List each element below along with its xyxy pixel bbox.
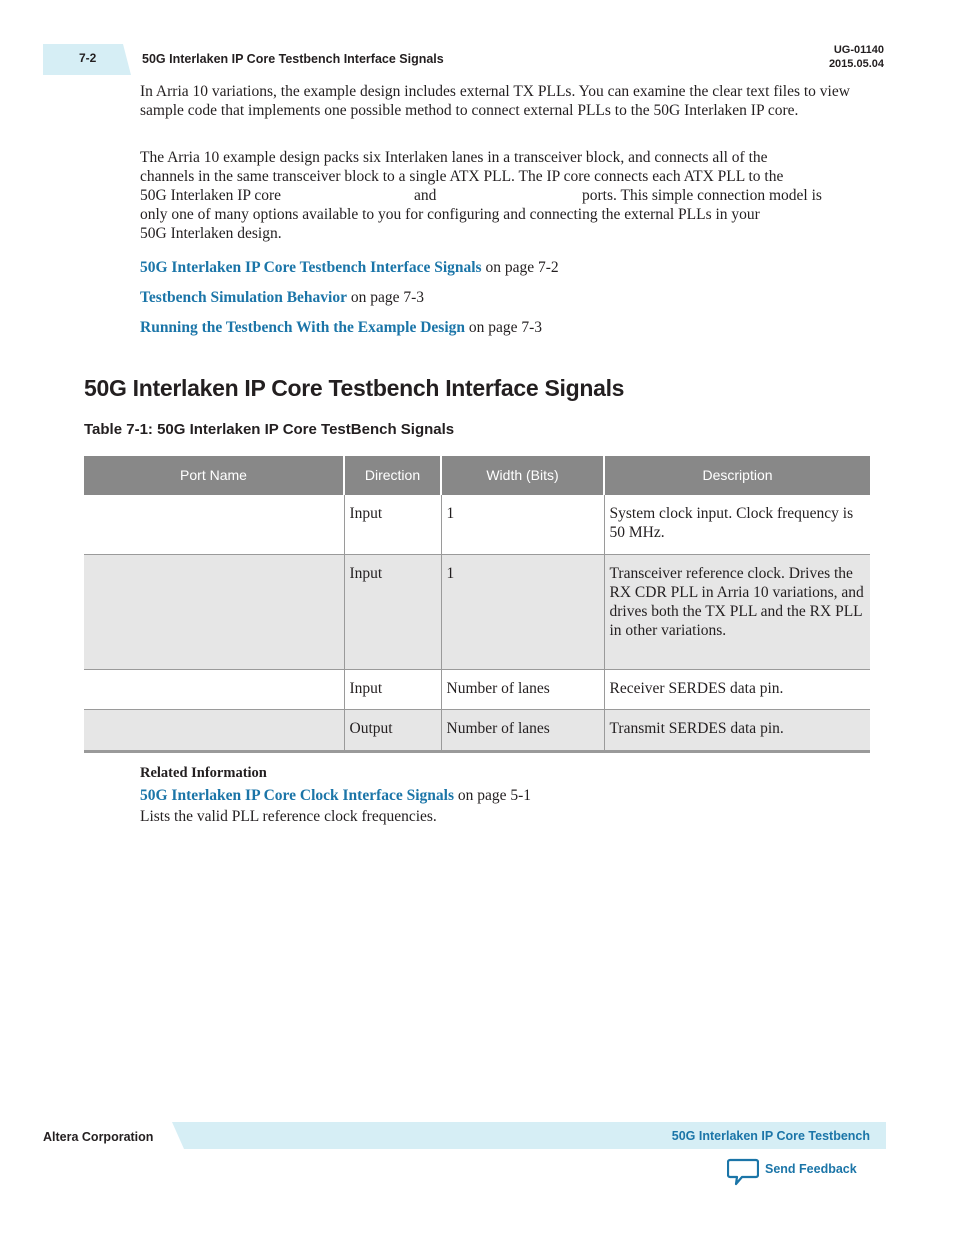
paragraph-external-plls: In Arria 10 variations, the example design includes external TX PLLs. You can examine the clear text files to view sample code that implements one possible method to connect external PLLs to the 50G Interlaken IP core.: [140, 83, 850, 119]
table-row: [84, 709, 870, 751]
cell-port: [84, 495, 344, 554]
table-row: [84, 495, 870, 554]
footer-company: Altera Corporation: [43, 1130, 154, 1144]
cell-direction: Input: [344, 554, 441, 669]
footer-chapter-title[interactable]: 50G Interlaken IP Core Testbench: [671, 1129, 870, 1143]
header-port-name: Port Name: [84, 456, 344, 495]
cell-port: [84, 669, 344, 709]
doc-date: 2015.05.04: [828, 58, 884, 70]
cell-description: Receiver SERDES data pin.: [604, 669, 870, 709]
p2-line-3c: ports. This simple connection model is: [582, 187, 822, 204]
related-info-description: Lists the valid PLL reference clock frequencies.: [140, 808, 437, 825]
xref-page: on page 7-3: [465, 319, 543, 336]
table-row: [84, 554, 870, 669]
cell-width: Number of lanes: [441, 669, 604, 709]
testbench-signals-table: [84, 456, 870, 753]
xref-interface-signals: [140, 258, 559, 277]
related-info-link[interactable]: 50G Interlaken IP Core Clock Interface Signals: [140, 787, 455, 804]
p2-line-4: only one of many options available to you for configuring and connecting the external PLLs in your: [140, 206, 760, 223]
related-info-xref: [140, 787, 531, 805]
cell-direction: Output: [344, 709, 441, 751]
send-feedback-link[interactable]: Send Feedback: [765, 1162, 857, 1176]
cell-description: Transceiver reference clock. Drives the RX CDR PLL in Arria 10 variations, and drives both the TX PLL and the RX PLL in other variations.: [604, 554, 870, 669]
xref-page: on page 7-2: [481, 259, 559, 276]
doc-id-block: [829, 43, 884, 71]
p2-line-3a: 50G Interlaken IP core: [140, 187, 282, 204]
table-header-row: [84, 456, 870, 495]
section-heading: 50G Interlaken IP Core Testbench Interface Signals: [84, 375, 625, 401]
p2-line-1: The Arria 10 example design packs six Interlaken lanes in a transceiver block, and connects all of the: [140, 149, 768, 166]
p2-line-5: 50G Interlaken design.: [140, 225, 282, 242]
xref-link[interactable]: 50G Interlaken IP Core Testbench Interface Signals: [140, 259, 482, 276]
cell-port: [84, 554, 344, 669]
p2-line-3b: and: [414, 187, 437, 204]
header-description: Description: [604, 456, 870, 495]
cell-description: Transmit SERDES data pin.: [604, 709, 870, 751]
header-width: Width (Bits): [441, 456, 604, 495]
xref-page: on page 7-3: [347, 289, 425, 306]
header-direction: Direction: [344, 456, 441, 495]
table-row: [84, 669, 870, 709]
cell-direction: Input: [344, 495, 441, 554]
speech-bubble-icon[interactable]: [727, 1158, 759, 1186]
related-info-page: on page 5-1: [454, 787, 532, 804]
doc-id: UG-01140: [833, 44, 884, 56]
p2-line-2: channels in the same transceiver block to a single ATX PLL. The IP core connects each ATX PLL to the: [140, 168, 784, 185]
table-caption: Table 7-1: 50G Interlaken IP Core TestBench Signals: [84, 421, 455, 438]
xref-simulation-behavior: [140, 288, 424, 307]
paragraph-atx-pll: [140, 148, 870, 243]
xref-running-testbench: [140, 318, 542, 337]
cell-description: System clock input. Clock frequency is 50 MHz.: [604, 495, 870, 554]
cell-direction: Input: [344, 669, 441, 709]
cell-width: Number of lanes: [441, 709, 604, 751]
cell-width: 1: [441, 495, 604, 554]
running-header-title: 50G Interlaken IP Core Testbench Interface Signals: [142, 52, 444, 66]
xref-link[interactable]: Running the Testbench With the Example Design: [140, 319, 466, 336]
cell-port: [84, 709, 344, 751]
page-number: 7-2: [79, 51, 97, 65]
related-info-label: Related Information: [140, 765, 267, 781]
cell-width: 1: [441, 554, 604, 669]
xref-link[interactable]: Testbench Simulation Behavior: [140, 289, 347, 306]
p2-line-3: [140, 186, 870, 205]
